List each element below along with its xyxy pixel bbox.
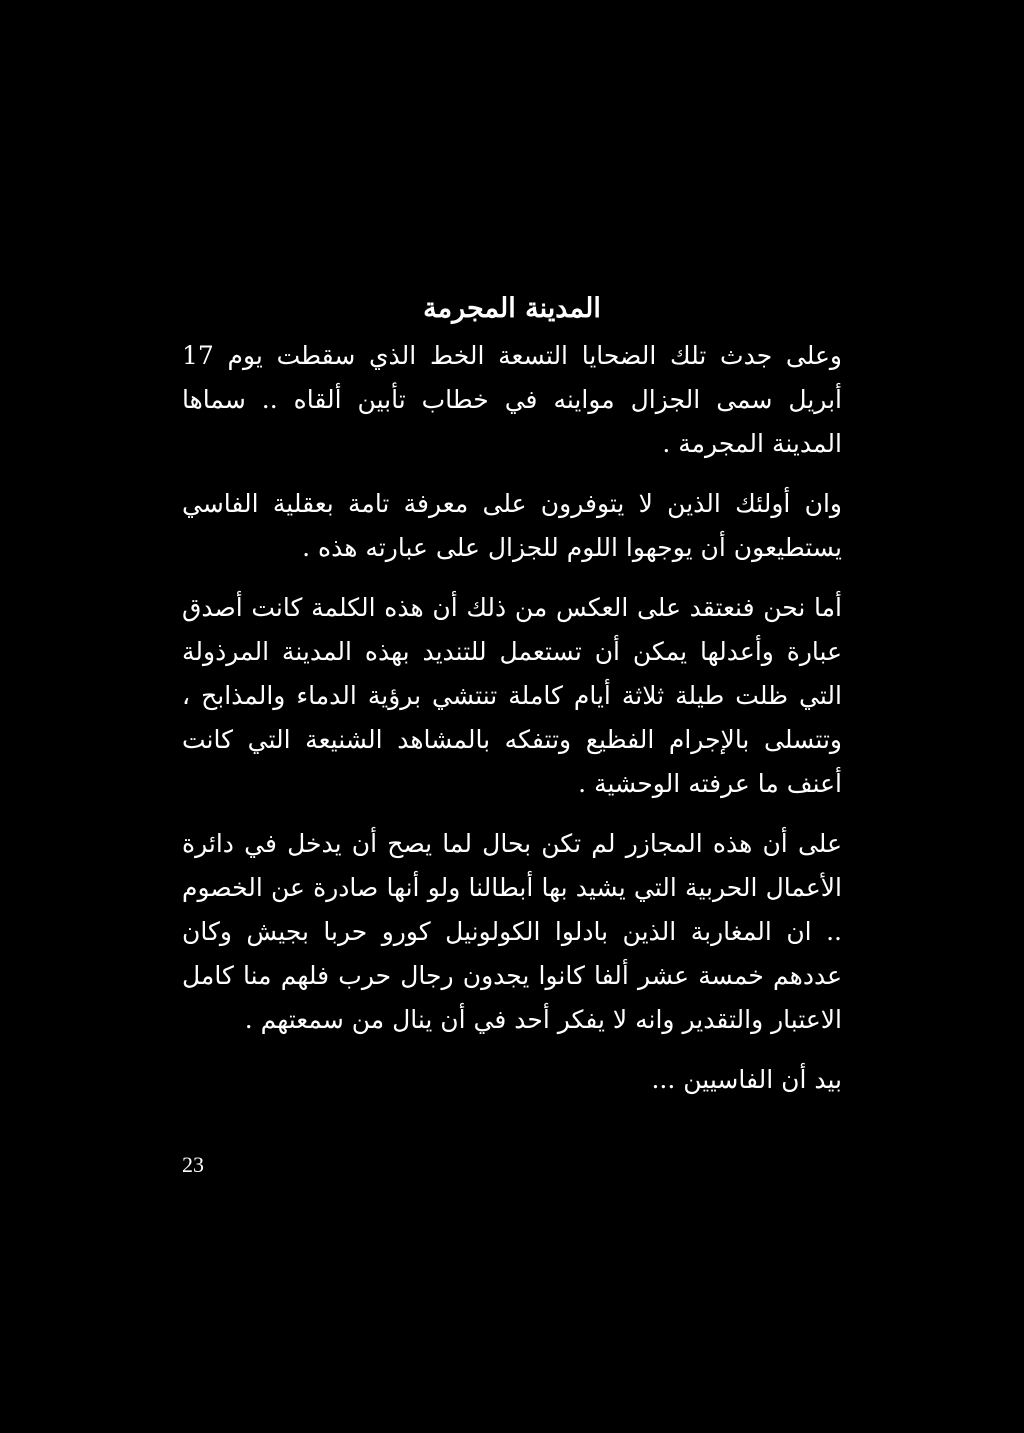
paragraph-1: وعلى جدث تلك الضحايا التسعة الخط الذي سقطت يوم 17 أبريل سمى الجزال مواينه في خطاب تأبين ألقاه .. سماها المدينة المجرمة . [182,341,842,458]
body-text [182,334,842,1102]
paragraph-3: أما نحن فنعتقد على العكس من ذلك أن هذه الكلمة كانت أصدق عبارة وأعدلها يمكن أن تستعمل للتنديد بهذه المدينة المرذولة التي ظلت طيلة ثلاثة أيام كاملة تنتشي برؤية الدماء والمذابح ، وتتسلى بالإجرام الفظيع وتتفكه بالمشاهد الشنيعة التي كانت أعنف ما عرفته الوحشية . [182,593,842,798]
page-number: 23 [182,1152,204,1177]
paragraph-2: وان أولئك الذين لا يتوفرون على معرفة تامة بعقلية الفاسي يستطيعون أن يوجهوا اللوم للجزال على عبارته هذه . [182,489,842,562]
paragraph-4: على أن هذه المجازر لم تكن بحال لما يصح أن يدخل في دائرة الأعمال الحربية التي يشيد بها أبطالنا ولو أنها صادرة عن الخصوم .. ان المغاربة الذين بادلوا الكولونيل كورو حربا بجيش وكان عددهم خمسة عشر ألفا كانوا يجدون رجال حرب فلهم منا كامل الاعتبار والتقدير وانه لا يفكر أحد في أن ينال من سمعتهم . [182,829,842,1034]
paragraph-5: بيد أن الفاسيين ... [651,1065,842,1094]
chapter-title: المدينة المجرمة [423,293,601,325]
